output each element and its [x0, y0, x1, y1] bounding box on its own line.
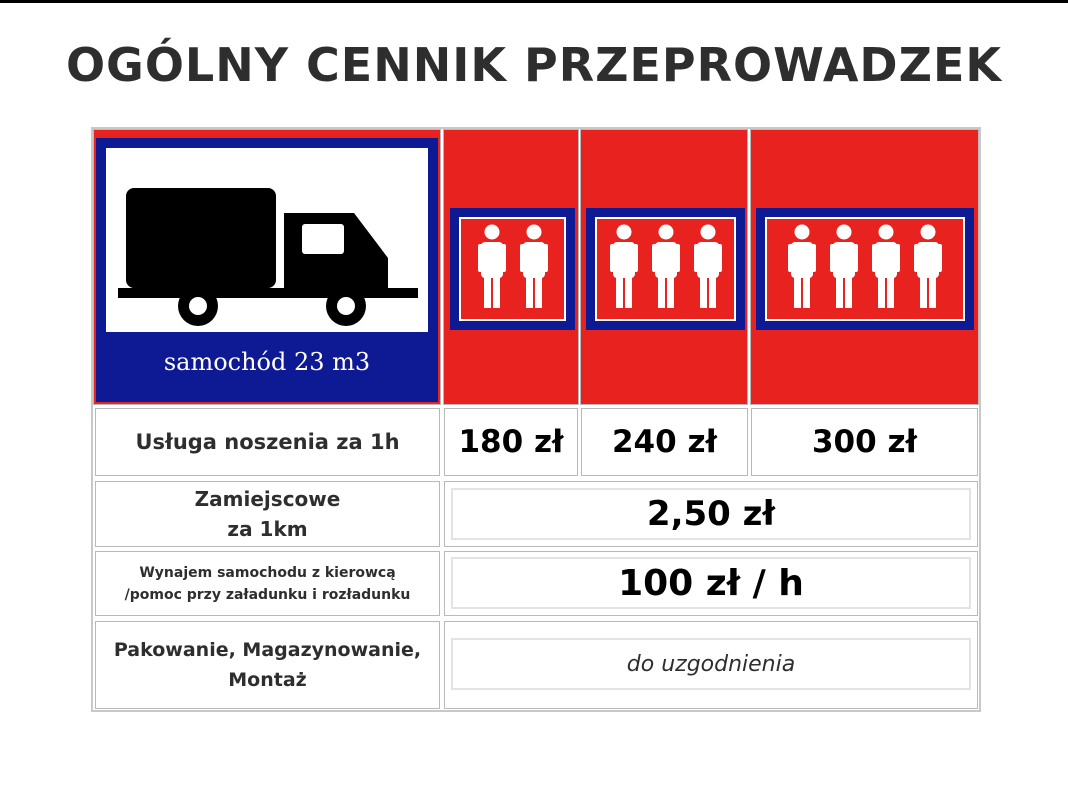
rental-price-cell	[444, 551, 978, 616]
rental-label: Wynajem samochodu z kierowcą /pomoc przy załadunku i rozładunku	[95, 551, 440, 616]
person-icon	[694, 224, 722, 314]
person-icon	[478, 224, 506, 314]
crew-sign-3	[586, 208, 745, 330]
packing-price: do uzgodnienia	[451, 638, 971, 690]
carrying-price-4: 300 zł	[751, 408, 978, 476]
person-icon	[914, 224, 942, 314]
crew-sign-4	[756, 208, 974, 330]
person-icon	[610, 224, 638, 314]
crew-icons	[461, 219, 564, 319]
crew-icons	[767, 219, 963, 319]
carrying-price-2: 180 zł	[444, 408, 578, 476]
distance-price-cell	[444, 481, 978, 547]
carrying-label: Usługa noszenia za 1h	[95, 408, 440, 476]
person-icon	[652, 224, 680, 314]
truck-icon	[106, 148, 428, 332]
vehicle-caption: samochód 23 m3	[106, 332, 428, 392]
person-icon	[872, 224, 900, 314]
carrying-price-3: 240 zł	[581, 408, 748, 476]
person-icon	[788, 224, 816, 314]
packing-label: Pakowanie, Magazynowanie, Montaż	[95, 621, 440, 709]
person-icon	[520, 224, 548, 314]
distance-label: Zamiejscowe za 1km	[95, 481, 440, 547]
top-border	[0, 0, 1068, 3]
distance-price: 2,50 zł	[451, 488, 971, 540]
crew-icons	[597, 219, 734, 319]
page-title: OGÓLNY CENNIK PRZEPROWADZEK	[65, 38, 1003, 92]
vehicle-sign	[96, 138, 438, 402]
packing-price-cell	[444, 621, 978, 709]
rental-price: 100 zł / h	[451, 557, 971, 609]
crew-sign-2	[450, 208, 575, 330]
person-icon	[830, 224, 858, 314]
